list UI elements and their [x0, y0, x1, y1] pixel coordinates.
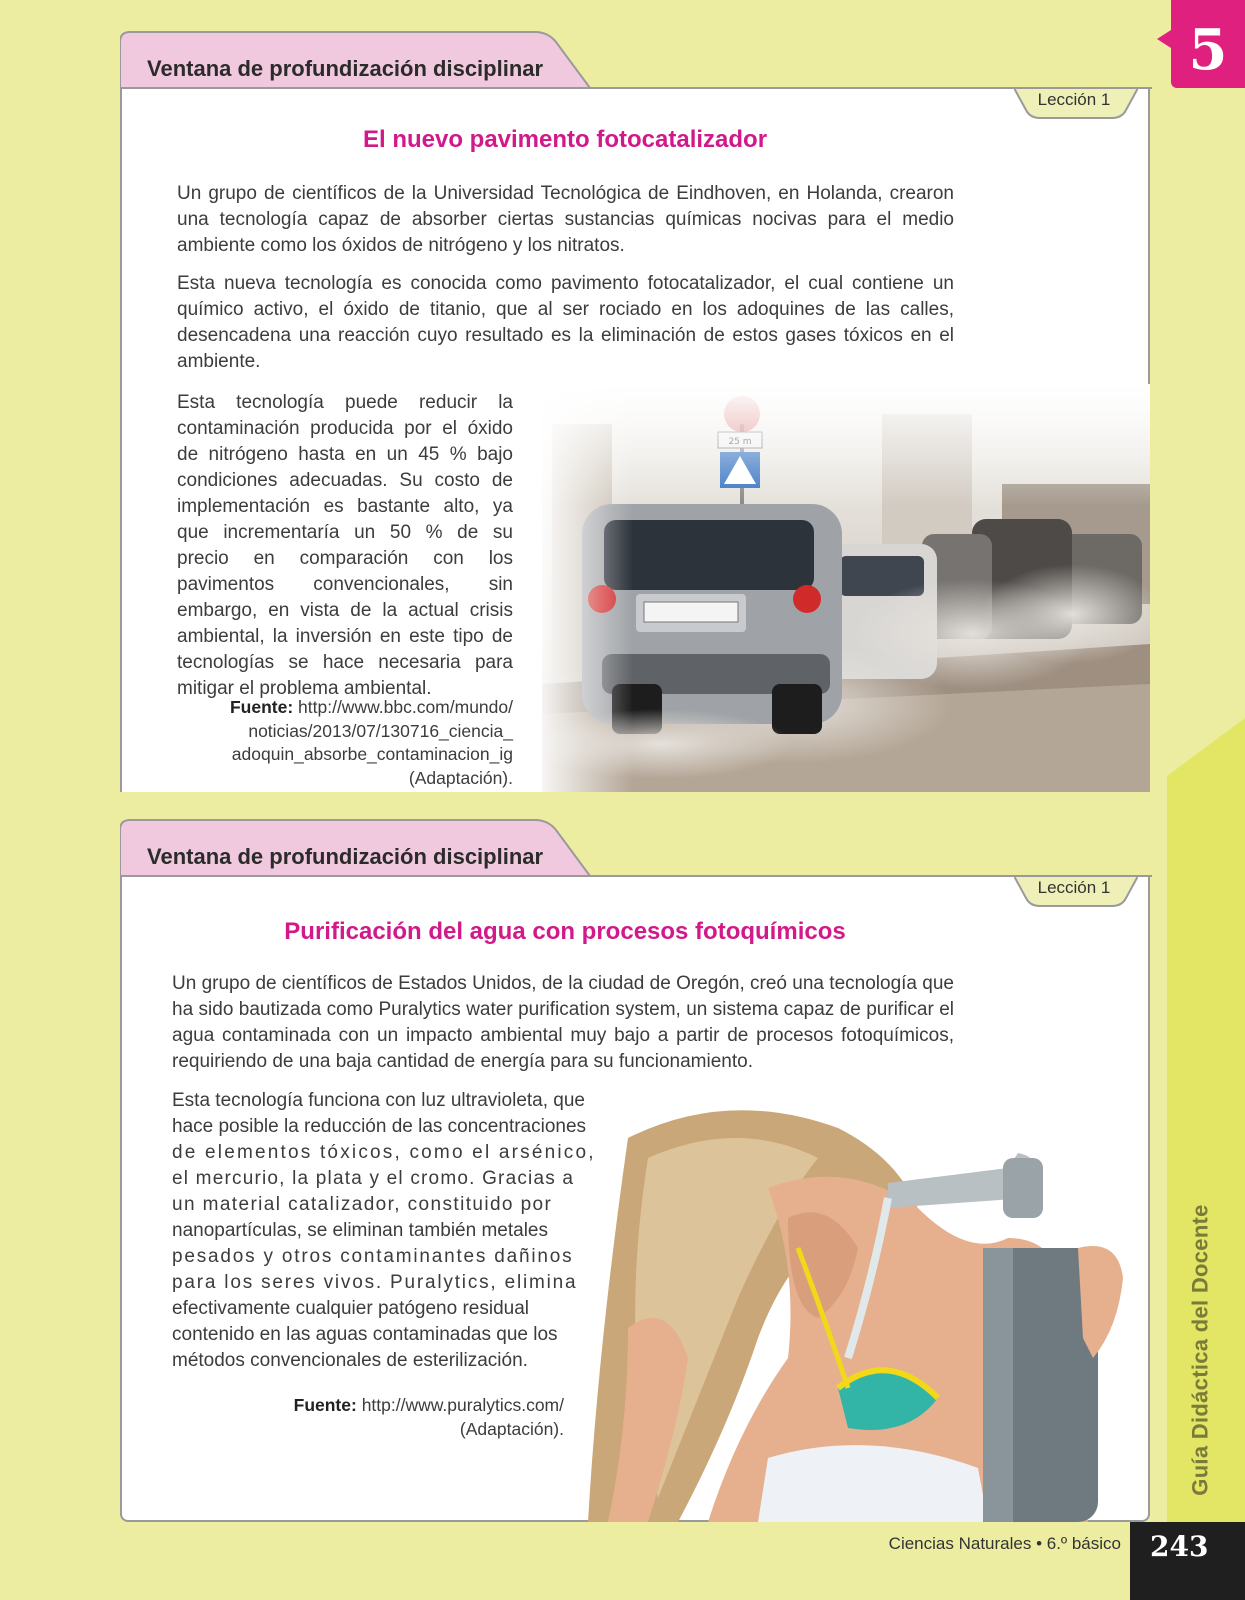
p2-line: contenido en las aguas contaminadas que los	[172, 1324, 558, 1345]
section-2-header: Ventana de profundización disciplinar	[147, 844, 544, 869]
p2-line: el mercurio, la plata y el cromo. Gracias a	[172, 1168, 575, 1189]
section-1-title: El nuevo pavimento fotocatalizador	[362, 126, 768, 153]
section-2-paragraph-1: Un grupo de científicos de Estados Unidos, de la ciudad de Oregón, creó una tecnología que ha sido bautizada como Puralytics water purification system, un sistema capaz de purificar el agua contaminada con un impacto ambiental muy bajo a partir de procesos fotoquímicos, requiriendo de una baja cantidad de energía para su funcionamiento.	[172, 973, 954, 1072]
girl-drinking-fountain-photo	[588, 1098, 1148, 1522]
p2-line: hace posible la reducción de las concentraciones	[172, 1116, 587, 1137]
section-2-lesson-tab	[1014, 876, 1134, 908]
section-2-lesson: Lección 1	[1037, 878, 1111, 897]
section-2-header-tab	[120, 818, 590, 876]
section-2-source	[172, 1394, 564, 1441]
chapter-number: 5	[1171, 0, 1245, 88]
section-1-source-url-1: http://www.bbc.com/mundo/	[298, 697, 513, 717]
section-1-lesson: Lección 1	[1037, 90, 1111, 109]
p2-line: de elementos tóxicos, como el arsénico,	[172, 1142, 596, 1163]
p2-line: efectivamente cualquier patógeno residual	[172, 1298, 530, 1319]
section-1-lesson-tab	[1014, 88, 1134, 120]
chapter-tab-arrow	[1157, 30, 1171, 48]
p2-line: métodos convencionales de esterilización.	[172, 1350, 528, 1371]
section-1-header: Ventana de profundización disciplinar	[147, 56, 544, 81]
section-2-title: Purificación del agua con procesos fotoquímicos	[284, 918, 846, 945]
section-1-paragraph-1: Un grupo de científicos de la Universidad Tecnológica de Eindhoven, en Holanda, crearon una tecnología capaz de absorber ciertas sustancias químicas nocivas para el medio ambiente como los óxidos de nitrógeno y los nitratos.	[177, 183, 954, 256]
section-2-source-adaptation: (Adaptación).	[459, 1418, 564, 1439]
p2-line: pesados y otros contaminantes dañinos	[172, 1246, 574, 1267]
traffic-smog-photo	[542, 384, 1150, 792]
p2-line: un material catalizador, constituido por	[172, 1194, 553, 1215]
section-2-paragraph-2	[172, 1088, 612, 1374]
p2-line: para los seres vivos. Puralytics, elimina	[172, 1272, 578, 1293]
section-1-header-tab	[120, 30, 590, 88]
section-1-source-adaptation: (Adaptación).	[408, 767, 513, 788]
p2-line: Esta tecnología funciona con luz ultravioleta, que	[172, 1090, 585, 1111]
p2-line: nanopartículas, se eliminan también metales	[172, 1220, 548, 1241]
section-2-source-url: http://www.puralytics.com/	[361, 1395, 564, 1415]
section-1-paragraph-3: Esta tecnología puede reducir la contaminación producida por el óxido de nitrógeno hasta en un 45 % bajo condiciones adecuadas. Su costo de implementación es bastante alto, ya que incrementaría un 50 % de su precio en comparación con los pavimentos convencionales, sin embargo, en vista de la actual crisis ambiental, la inversión en este tipo de tecnologías se hace necesaria para mitigar el problema ambiental.	[177, 392, 513, 699]
side-band-tip	[1167, 718, 1245, 776]
section-1-source-url-3: adoquin_absorbe_contaminacion_ig	[231, 744, 513, 764]
section-1-paragraph-2: Esta nueva tecnología es conocida como pavimento fotocatalizador, el cual contiene un químico activo, el óxido de titanio, que al ser rociado en los adoquines de las calles, desencadena una reacción cuyo resultado es la eliminación de estos gases tóxicos en el ambiente.	[177, 273, 954, 372]
section-2-source-label: Fuente:	[293, 1395, 357, 1415]
section-1-source-label: Fuente:	[229, 697, 294, 717]
footer-subject: Ciencias Naturales • 6.º básico	[888, 1534, 1121, 1553]
side-label-text: Guía Didáctica del Docente	[1188, 1204, 1213, 1496]
page-number: 243	[1130, 1522, 1245, 1600]
section-1-source-url-2: noticias/2013/07/130716_ciencia_	[248, 720, 513, 741]
side-label	[1180, 1204, 1222, 1496]
section-1-source	[177, 696, 513, 790]
